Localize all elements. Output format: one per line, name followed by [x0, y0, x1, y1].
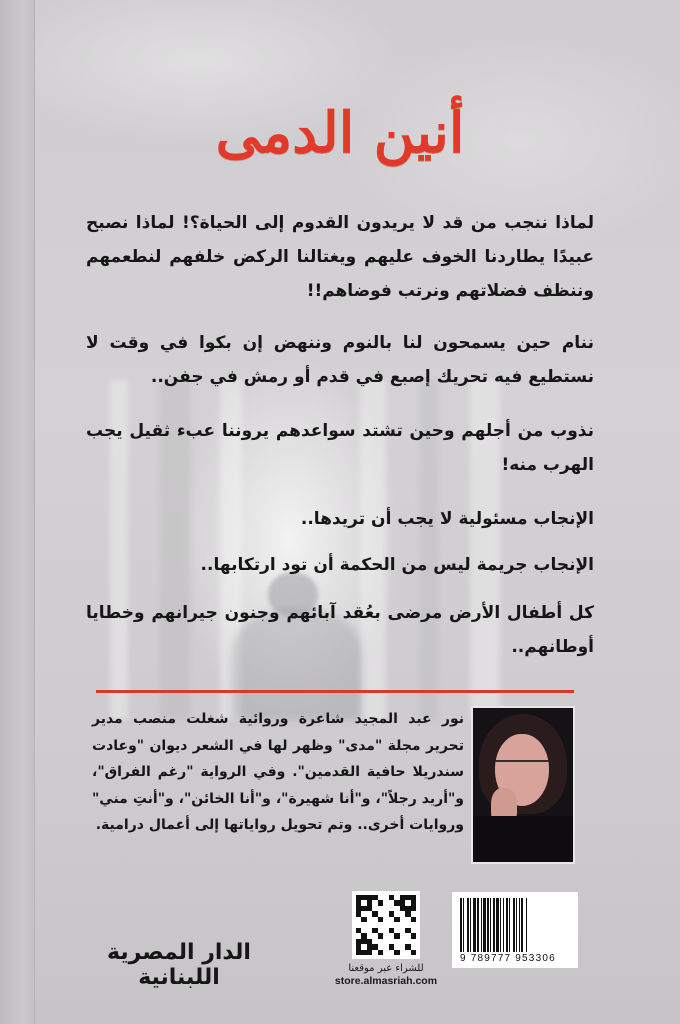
- blurb-paragraph-2: [86, 326, 594, 394]
- isbn-number: 9 789777 953306: [460, 953, 556, 964]
- blurb-paragraph-1: [86, 206, 594, 308]
- author-bio: نور عبد المجيد شاعرة وروائية شغلت منصب مدير تحرير مجلة "مدى" وظهر لها في الشعر ديوان "وعادت سندريلا حافية القدمين". وفي الرواية "رغم الفراق"، و"أريد رجلاً"، و"أنا شهيرة"، و"أنا الخائن"، و"أنتِ مني" وروايات أخرى.. وتم تحويل رواياتها إلى أعمال درامية.: [92, 711, 464, 833]
- qr-code-matrix: [356, 895, 416, 955]
- blurb-text: الإنجاب جريمة ليس من الحكمة أن تود ارتكابها..: [200, 555, 594, 575]
- blurb-text: لماذا ننجب من قد لا يريدون القدوم إلى الحياة؟! لماذا نصبح عبيدًا يطاردنا الخوف عليهم ويغتالنا الركض خلفهم لنطعمهم وننظف فضلاتهم ونرتب فوضاهم!!: [86, 213, 594, 301]
- qr-caption: [330, 963, 442, 987]
- blurb-text: نذوب من أجلهم وحين تشتد سواعدهم يروننا عبء ثقيل يجب الهرب منه!: [86, 421, 594, 475]
- barcode-bars: [460, 898, 572, 952]
- blurb-paragraph-3: [86, 414, 594, 482]
- blurb-text: الإنجاب مسئولية لا يجب أن تريدها..: [300, 509, 594, 529]
- barcode-icon: [452, 892, 578, 968]
- book-title: أنين الدمى: [215, 100, 465, 166]
- blurb-text: ننام حين يسمحون لنا بالنوم وننهض إن بكوا في وقت لا نستطيع فيه تحريك إصبع في قدم أو رمش في جفن..: [86, 333, 594, 387]
- publisher-logo: الدار المصرية اللبنانية: [107, 940, 251, 990]
- blurb-paragraph-6: [86, 596, 594, 664]
- author-photo-glasses: [495, 760, 549, 772]
- blurb-paragraph-4: [86, 502, 594, 536]
- author-photo-clothes: [473, 816, 575, 864]
- qr-caption-text: للشراء عبر موقعنا: [348, 963, 424, 974]
- author-photo: [471, 706, 575, 864]
- store-url-link[interactable]: store.almasriah.com: [334, 975, 438, 987]
- blurb-paragraph-5: [86, 548, 594, 582]
- red-divider: [96, 690, 574, 693]
- blurb-text: كل أطفال الأرض مرضى بعُقد آبائهم وجنون جيرانهم وخطايا أوطانهم..: [86, 603, 594, 657]
- qr-code-icon[interactable]: [352, 891, 420, 959]
